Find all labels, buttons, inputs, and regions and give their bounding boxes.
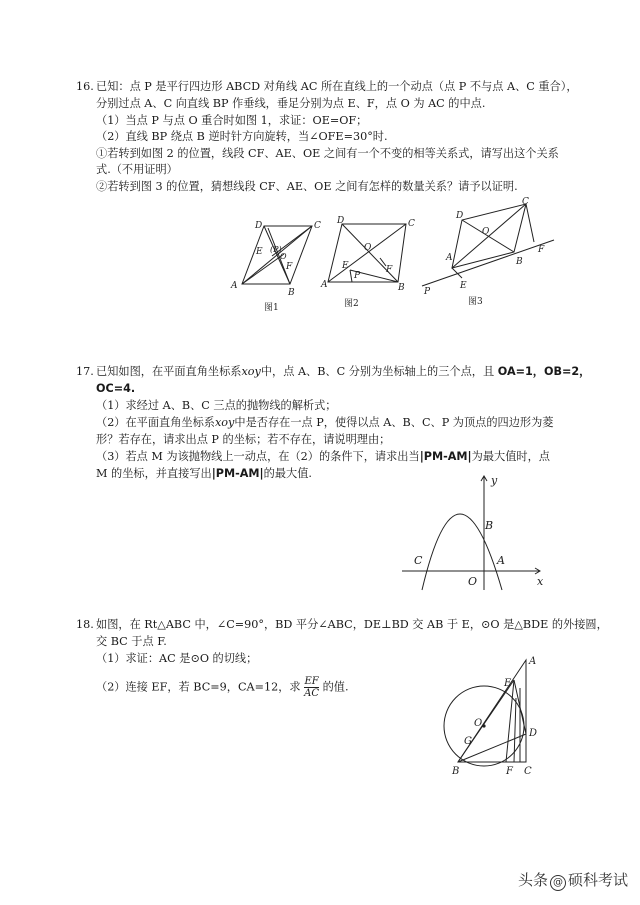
q18-number: 18. (76, 618, 94, 631)
fig2-label-c: C (408, 219, 415, 229)
q17-label-c: C (414, 554, 423, 567)
q18-line-4: （2）连接 EF，若 BC=9，CA=12，求 $\frac{EF}{AC}$ 的值. (96, 676, 349, 699)
q18-line-1: 如图，在 Rt△ABC 中，∠C=90°，BD 平分∠ABC，DE⊥BD 交 AB 于 E，⊙O 是△BDE 的外接圆， (96, 618, 608, 631)
fig3-label-o: O (482, 227, 490, 237)
watermark-prefix: 头条 (517, 871, 548, 889)
q18-line-2: 交 BC 于点 F. (96, 635, 167, 648)
fig2-label-f: F (386, 265, 393, 275)
fig3-label-c: C (522, 197, 529, 207)
fig1-label-a: A (231, 281, 238, 291)
fig1-label-p: (P) (270, 245, 282, 254)
q17-figure (398, 468, 550, 594)
q18-label-d: D (529, 728, 538, 739)
fig1-label-f: F (286, 262, 293, 272)
q17-line-6: （3）若点 M 为该抛物线上一动点，在（2）的条件下，请求出当|PM-AM|为最大值时，点 (96, 450, 550, 463)
q16-line-4: （2）直线 BP 绕点 B 逆时针方向旋转，当∠OFE=30°时. (96, 130, 388, 143)
fig3-label-p: P (424, 287, 431, 297)
q18-label-f: F (506, 766, 513, 777)
fig1-label-c: C (314, 221, 321, 231)
fig1-label-e: E (256, 247, 263, 257)
fig2-label-a: A (321, 280, 328, 290)
q18-fraction: $\frac{EF}{AC}$ (304, 676, 320, 699)
q17-line-1: 已知如图，在平面直角坐标系xoy中，点 A、B、C 分别为坐标轴上的三个点，且 OA=1，OB=2， (96, 365, 591, 378)
q17-label-o: O (468, 575, 478, 588)
q17-label-x: x (537, 575, 544, 588)
q18-line-3: （1）求证：AC 是⊙O 的切线； (96, 652, 258, 665)
q18-label-c: C (524, 766, 532, 777)
q17-line-3: （1）求经过 A、B、C 三点的抛物线的解析式； (96, 399, 337, 412)
q17-line-7: M 的坐标，并直接写出|PM-AM|的最大值. (96, 467, 312, 480)
q17-line-2: OC=4. (96, 382, 136, 395)
q18-label-a: A (529, 656, 537, 667)
q16-figure-2 (320, 214, 420, 314)
q17-label-y: y (491, 474, 498, 487)
q17-line-4: （2）在平面直角坐标系xoy中是否存在一点 P，使得以点 A、B、C、P 为顶点的四边形为菱 (96, 416, 554, 429)
watermark (518, 869, 628, 891)
q17-label-a: A (497, 554, 505, 567)
q18-label-e: E (504, 678, 512, 689)
fig3-label-a: A (446, 253, 453, 263)
fig1-label-d: D (255, 221, 263, 231)
fig1-caption: 图1 (264, 303, 279, 313)
fig2-label-b: B (398, 283, 405, 293)
q17-line-5: 形？若存在，请求出点 P 的坐标；若不存在，请说明理由； (96, 433, 391, 446)
q18-figure (440, 650, 550, 778)
q16-line-1: 已知：点 P 是平行四边形 ABCD 对角线 AC 所在直线上的一个动点（点 P 不与点 A、C 重合）， (96, 80, 578, 93)
fig3-label-f: F (538, 245, 545, 255)
fig2-caption: 图2 (344, 299, 359, 309)
q17-number: 17. (76, 365, 94, 378)
q17-label-b: B (485, 519, 494, 532)
fig2-label-o: O (364, 243, 372, 253)
q16-line-7: ②若转到图 3 的位置，猜想线段 CF、AE、OE 之间有怎样的数量关系？请予以证明. (96, 180, 518, 193)
fig1-label-o: O (280, 252, 287, 261)
fig3-label-b: B (516, 257, 523, 267)
q16-line-6: 式.（不用证明） (96, 163, 178, 176)
q16-number: 16. (76, 80, 94, 93)
watermark-name: 硕科考试 (567, 871, 628, 889)
fig2-label-d: D (337, 216, 345, 226)
fig3-label-e: E (460, 281, 467, 291)
q16-line-5: ①若转到如图 2 的位置，线段 CF、AE、OE 之间有一个不变的相等关系式，请写出这个关系 (96, 147, 559, 160)
fig3-label-d: D (456, 211, 464, 221)
fig2-label-e: E (342, 261, 349, 271)
q16-figure-3 (414, 194, 564, 314)
fig3-caption: 图3 (468, 297, 483, 307)
q16-line-2: 分别过点 A、C 向直线 BP 作垂线，垂足分别为点 E、F，点 O 为 AC 的中点. (96, 97, 486, 110)
q16-line-3: （1）当点 P 与点 O 重合时如图 1，求证：OE=OF； (96, 114, 368, 127)
at-icon: @ (550, 875, 566, 891)
fig1-label-b: B (288, 288, 295, 298)
q18-label-g: G (464, 736, 472, 747)
q16-figure-1 (228, 214, 328, 314)
q18-label-o: O (474, 718, 483, 729)
fig2-label-p: P (354, 271, 361, 281)
q18-center-dot (482, 724, 485, 727)
q18-label-b: B (452, 766, 460, 777)
